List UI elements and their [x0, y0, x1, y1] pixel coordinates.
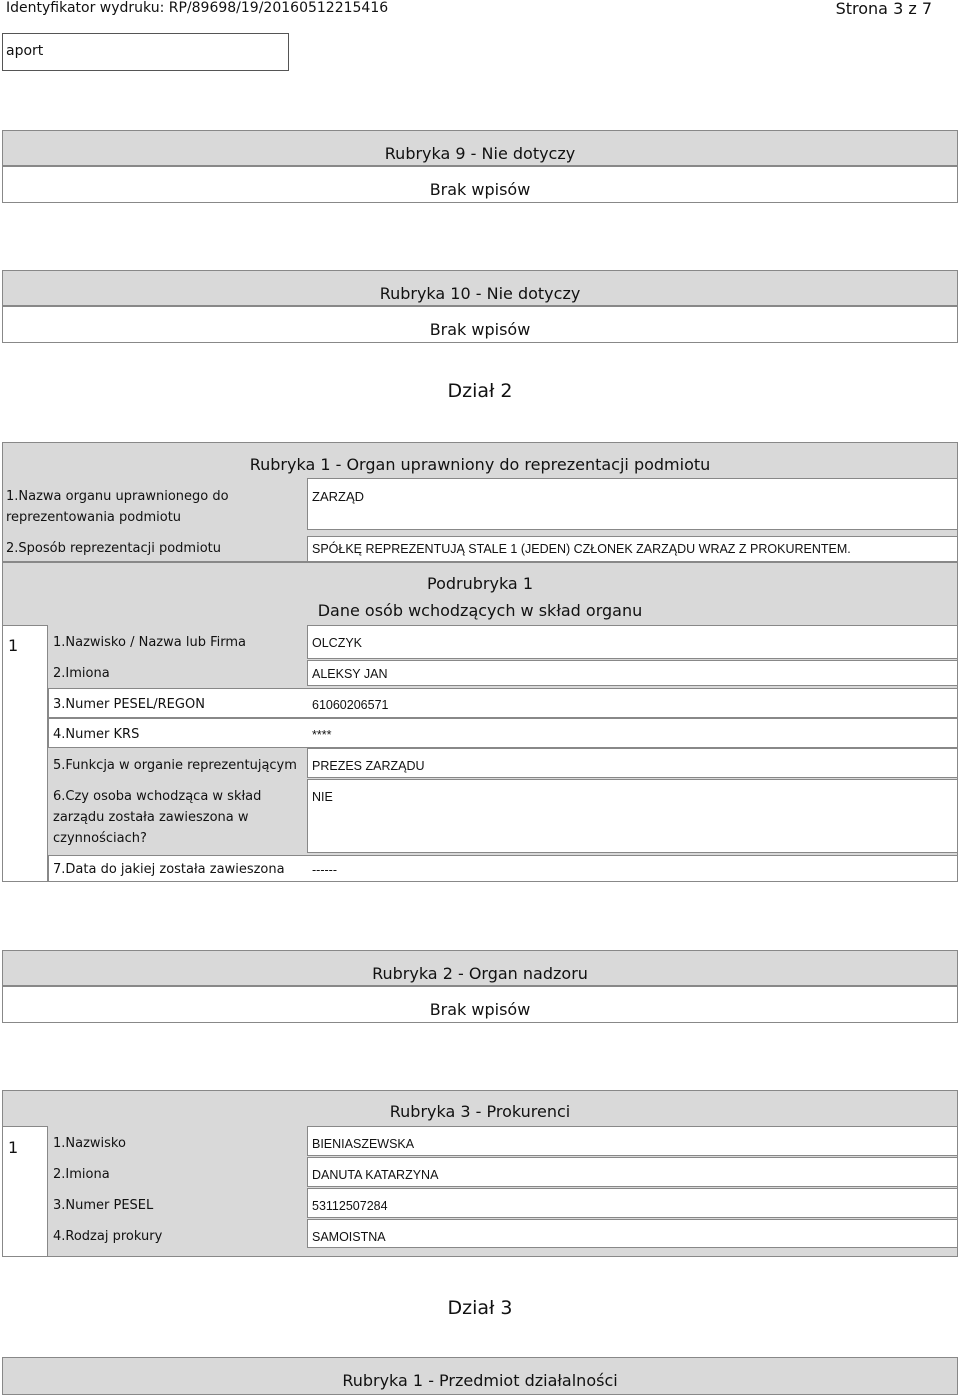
section-title-dzial-3: Dział 3	[447, 1297, 513, 1319]
suspended-label-line2: zarządu została zawieszona w	[53, 810, 249, 825]
dzial-3-rubryka-1-title: Rubryka 1 - Przedmiot działalności	[2, 1357, 958, 1395]
representation-label: 2.Sposób reprezentacji podmiotu	[6, 541, 221, 556]
suspension-date-label: 7.Data do jakiej została zawieszona	[53, 862, 285, 877]
names-value: ALEKSY JAN	[312, 667, 388, 681]
names-label: 2.Imiona	[53, 666, 110, 681]
proxy-index: 1	[8, 1138, 19, 1157]
organ-name-value-cell	[307, 478, 958, 530]
organ-name-label-line2: reprezentowania podmiotu	[6, 510, 182, 525]
krs-row	[48, 718, 958, 748]
surname-label: 1.Nazwisko / Nazwa lub Firma	[53, 635, 246, 650]
surname-value: OLCZYK	[312, 636, 363, 650]
surname-value-cell	[307, 625, 958, 659]
representation-value: SPÓŁKĘ REPREZENTUJĄ STALE 1 (JEDEN) CZŁONEK ZARZĄDU WRAZ Z PROKURENTEM.	[312, 542, 851, 556]
section-title-dzial-2: Dział 2	[447, 380, 513, 402]
proxy-pesel-label: 3.Numer PESEL	[53, 1198, 154, 1213]
suspended-label-line1: 6.Czy osoba wchodząca w skład	[53, 789, 262, 804]
suspended-label-line3: czynnościach?	[53, 831, 147, 846]
proxy-type-value: SAMOISTNA	[312, 1230, 386, 1244]
rubryka-2-body: Brak wpisów	[2, 986, 958, 1023]
proxy-names-label: 2.Imiona	[53, 1167, 110, 1182]
organ-name-value: ZARZĄD	[312, 489, 364, 504]
proxy-type-label: 4.Rodzaj prokury	[53, 1229, 163, 1244]
rubryka-1-title: Rubryka 1 - Organ uprawniony do reprezentacji podmiotu	[249, 455, 711, 474]
person-index: 1	[8, 636, 19, 655]
proxy-pesel-value-cell	[307, 1188, 958, 1218]
krs-value: ****	[312, 728, 332, 742]
rubryka-9-body: Brak wpisów	[2, 166, 958, 203]
print-identifier: Identyfikator wydruku: RP/89698/19/20160512215416	[6, 0, 389, 16]
rubryka-2-title: Rubryka 2 - Organ nadzoru	[2, 950, 958, 986]
podrubryka-subtitle: Dane osób wchodzących w skład organu	[317, 601, 643, 620]
rubryka-3-title: Rubryka 3 - Prokurenci	[389, 1102, 571, 1121]
proxy-pesel-value: 53112507284	[312, 1199, 388, 1213]
rubryka-9-title: Rubryka 9 - Nie dotyczy	[2, 130, 958, 166]
names-value-cell	[307, 660, 958, 686]
pesel-value: 61060206571	[312, 698, 389, 712]
pesel-label: 3.Numer PESEL/REGON	[53, 697, 205, 712]
proxy-surname-value: BIENIASZEWSKA	[312, 1137, 415, 1151]
rubryka-10-title: Rubryka 10 - Nie dotyczy	[2, 270, 958, 306]
function-value: PREZES ZARZĄDU	[312, 759, 425, 773]
function-label: 5.Funkcja w organie reprezentującym	[53, 758, 297, 773]
suspension-date-value: ------	[312, 863, 337, 877]
proxy-type-value-cell	[307, 1219, 958, 1248]
suspended-value-cell	[307, 779, 958, 853]
organ-name-label-line1: 1.Nazwa organu uprawnionego do	[6, 489, 229, 504]
tab-label: aport	[2, 33, 289, 71]
suspended-value: NIE	[312, 790, 333, 804]
rubryka-10-body: Brak wpisów	[2, 306, 958, 343]
proxy-names-value: DANUTA KATARZYNA	[312, 1168, 439, 1182]
page-number: Strona 3 z 7	[835, 0, 932, 18]
person-index-cell	[2, 625, 48, 882]
proxy-surname-label: 1.Nazwisko	[53, 1136, 126, 1151]
krs-label: 4.Numer KRS	[53, 727, 140, 742]
podrubryka-title: Podrubryka 1	[427, 574, 533, 593]
